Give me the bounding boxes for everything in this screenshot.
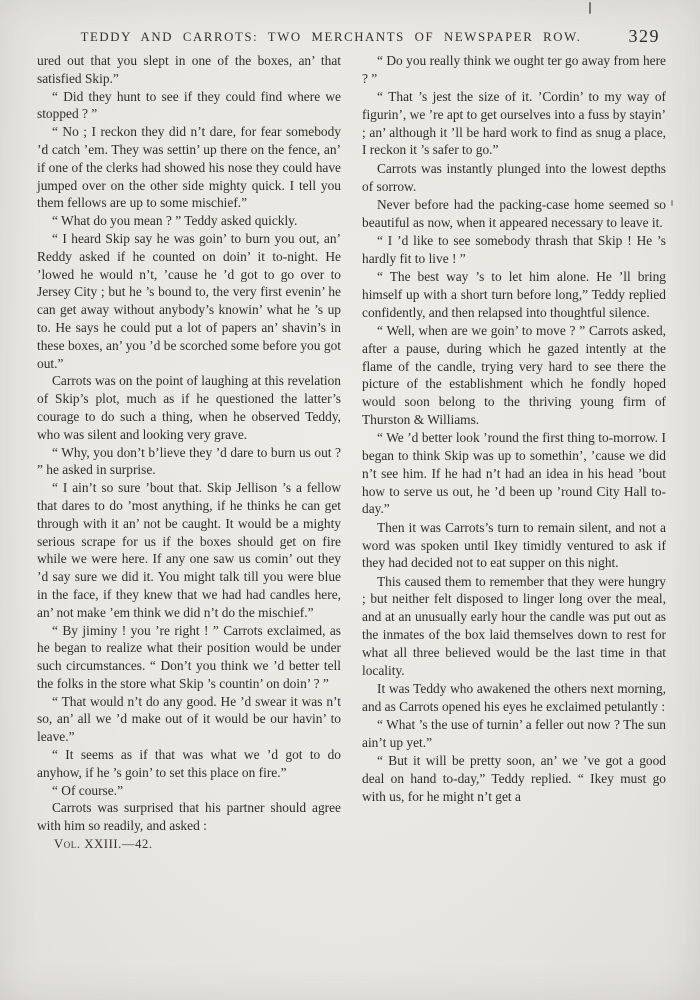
paragraph: ured out that you slept in one of the boxes, an’ that satisfied Skip.” [37,53,341,86]
running-title: TEDDY AND CARROTS: TWO MERCHANTS OF NEWSPAPER ROW. [80,30,582,44]
paragraph: “ I ain’t so sure ’bout that. Skip Jellison ’s a fellow that dares to do ’most anything, if he thinks he can get through with it an’ not be caught. It would be a mighty serious scrape for us if the boxes should get on fire while we were here. If any one saw us comin’ out they ’d say sure we did it. You might talk till you were blue in the face, if they knew that we had had candles here, an’ not make ’em think we did n’t do the mischief.” [37,480,341,620]
volume-footer: Vol. XXIII.—42. [54,837,153,852]
paragraph: “ By jiminy ! you ’re right ! ” Carrots exclaimed, as he began to realize what their position would be under such circumstances. “ Don’t you think we ’d better tell the folks in the store what Skip ’s countin’ on doin’ ? ” [37,622,341,691]
paragraph: Then it was Carrots’s turn to remain silent, and not a word was spoken until Ikey timidly ventured to ask if they had decided not to eat supper on this night. [362,519,666,571]
scan-artifact [589,2,591,14]
right-column-paragraphs [362,52,666,805]
paragraph: “ But it will be pretty soon, an’ we ’ve got a good deal on hand to-day,” Teddy replied. “ Ikey must go with us, for he might n’t get a [362,753,666,804]
paragraph: “ It seems as if that was what we ’d got to do anyhow, if he ’s goin’ to set this place on fire.” [37,747,341,780]
paragraph: “ That would n’t do any good. He ’d swear it was n’t so, an’ all we ’d make out of it would be our havin’ to leave.” [37,693,341,745]
paragraph: “ We ’d better look ’round the first thing to-morrow. I began to think Skip was up to somethin’, ’cause we did n’t see him. If he had n’t had an idea in his head ’bout how to serve us out, he ’d been up ’round City Hall to-day.” [362,430,666,517]
text-columns [37,52,667,854]
paragraph: Never before had the packing-case home seemed so beautiful as now, when it appeared necessary to leave it. [362,196,666,230]
paragraph: “ Of course.” [52,782,124,798]
paragraph: “ Well, when are we goin’ to move ? ” Carrots asked, after a pause, during which he gazed intently at the flame of the candle, trying very hard to see there the picture of the establishment which he fondly hoped would soon belong to the thriving young firm of Thurston & Williams. [362,322,666,427]
page-header [38,26,670,52]
left-column [37,52,341,854]
paragraph: It was Teddy who awakened the others next morning, and as Carrots opened his eyes he exclaimed petulantly : [362,680,666,714]
paragraph: “ The best way ’s to let him alone. He ’ll bring himself up with a short turn before long,” Teddy replied confidently, and then relapsed into thoughtful silence. [362,269,666,320]
paragraph: “ What do you mean ? ” Teddy asked quickly. [52,213,298,229]
paragraph: This caused them to remember that they were hungry ; but neither felt disposed to linger long over the meal, and at an unusually early hour the candle was put out as the inmates of the box laid themselves down to rest for what all three believed would be the last time in that locality. [362,573,666,678]
paragraph: “ I heard Skip say he was goin’ to burn you out, an’ Reddy asked if he counted on doin’ it to-night. He ’lowed he would n’t, ’cause he ’d got to go over to Jersey City ; but he ’s bound to, the very first evenin’ he can get away without anybody’s knowin’ what he ’s up to. He says he could put a lot of papers an’ shavin’s in these boxes, an’ you ’d be scorched some before you got out.” [37,230,341,371]
page-number: 329 [628,26,660,46]
paragraph: Carrots was on the point of laughing at this revelation of Skip’s plot, much as if he questioned the latter’s courage to do such a thing, when he observed Teddy, who was silent and looking very grave. [37,373,341,442]
paragraph: “ Did they hunt to see if they could find where we stopped ? ” [37,88,341,122]
right-column [362,52,666,854]
paragraph: “ Why, you don’t b’lieve they ’d dare to burn us out ? ” he asked in surprise. [37,444,341,478]
paragraph: “ No ; I reckon they did n’t dare, for fear somebody ’d catch ’em. They was settin’ up there on the fence, an’ if one of the clerks had showed his nose they could have jumped over on the other side mighty quick. I tell you them fellows are up to some mischief.” [37,124,341,211]
scan-artifact [671,200,673,206]
paragraph: Carrots was surprised that his partner should agree with him so readily, and asked : [37,800,341,834]
paragraph: Carrots was instantly plunged into the lowest depths of sorrow. [362,160,666,194]
paragraph: “ That ’s jest the size of it. ’Cordin’ to my way of figurin’, we ’re apt to get ourselves into a fuss by stayin’ ; an’ although it ’ll be hard work to find as snug a place, I reckon it ’s safer to go.” [362,89,666,158]
paragraph: “ Do you really think we ought ter go away from here ? ” [362,53,666,86]
paragraph: “ What ’s the use of turnin’ a feller out now ? The sun ain’t up yet.” [362,716,666,750]
paragraph: “ I ’d like to see somebody thrash that Skip ! He ’s hardly fit to live ! ” [362,232,666,266]
left-column-paragraphs [37,52,341,835]
